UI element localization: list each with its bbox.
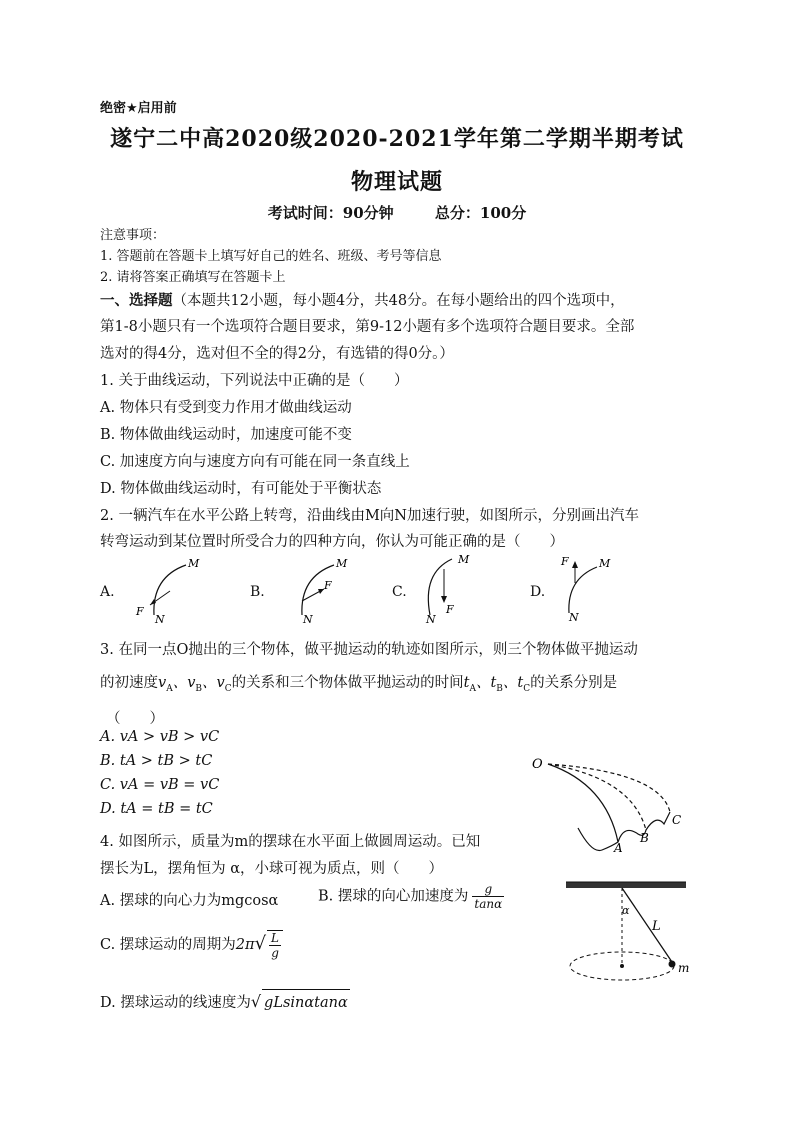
q3-text-c: 的关系分别是 [530,675,618,691]
section-intro-line: 选对的得4分，选对但不全的得2分，有选错的得0分。） [100,346,454,362]
q3-trajectory-figure [528,754,698,859]
exam-title: 遂宁二中高2020级2020-2021学年第二学期半期考试 [110,126,684,152]
q2-figure-options [100,553,720,623]
section-intro-text: （本题共12小题，每小题4分，共48分。在每小题给出的四个选项中， [172,293,625,309]
q2-d-n: N [569,611,579,623]
q1-option-d: D. 物体做曲线运动时，有可能处于平衡状态 [100,481,382,497]
note-item: 2. 请将答案正确填写在答题卡上 [100,270,286,285]
q4-option-a: A. 摆球的向心力为mgcosα [100,893,279,909]
q4-option-d-sqrt: gLsinαtanα [262,989,350,1017]
section-intro-line: 第1-8小题只有一个选项符合题目要求，第9-12小题有多个选项符合题目要求。全部 [100,319,635,335]
q4-pendulum-figure [560,878,710,988]
q3-bracket: （ ） [106,711,164,727]
exam-score: 总分：100分 [434,204,527,222]
q4-fig-l: L [652,919,661,934]
q3-fig-c: C [672,813,682,827]
notes-heading: 注意事项： [100,228,166,243]
q4-option-c-sqrt: $\frac{L}{g}$ [267,930,283,960]
q2-c-n: N [426,613,436,623]
q2-stem-line1: 2. 一辆汽车在水平公路上转弯，沿曲线由M向N加速行驶，如图所示，分别画出汽车 [100,508,639,524]
q3-stem-line2: 的初速度$v_A$、$v_B$、$v_C$的关系和三个物体做平抛运动的时间$t_A$、$t_B$、$t_C$的关系分别是 [100,675,618,694]
q2-diagram-c [412,553,492,623]
q3-option-d: D. tA = tB = tC [100,801,213,817]
q3-option-a: A. vA > vB > vC [100,729,220,745]
q3-fig-a: A [614,841,623,855]
q2-c-f: F [446,603,454,616]
q3-option-c: C. vA = vB = vC [100,777,220,793]
q3-text-a: 的初速度 [100,675,158,691]
q4-option-b-text: B. 摆球的向心加速度为 [318,888,469,905]
exam-subtitle: 物理试题 [350,169,443,195]
q1-option-b: B. 物体做曲线运动时，加速度可能不变 [100,427,352,443]
section-intro-line [100,287,625,315]
q4-option-c: C. 摆球运动的周期为2π√ $\frac{L}{g}$ [100,930,283,960]
q4-option-d: D. 摆球运动的线速度为√ gLsinαtanα [100,988,350,1017]
q4-stem-line2: 摆长为L，摆角恒为 α，小球可视为质点，则（ ） [100,861,444,877]
q2-b-n: N [303,613,313,623]
exam-time: 考试时间：90分钟 [267,204,394,222]
q4-fig-alpha: α [622,904,630,917]
confidential-mark: 绝密★启用前 [100,101,177,116]
q3-option-b: B. tA > tB > tC [100,753,213,769]
q3-text-b: 的关系和三个物体做平抛运动的时间 [231,675,464,691]
q1-option-c: C. 加速度方向与速度方向有可能在同一条直线上 [100,454,410,470]
q2-a-n: N [155,613,165,623]
q2-d-f: F [561,555,569,568]
q2-label-d: D. [530,584,546,600]
q2-stem-line2: 转弯运动到某位置时所受合力的四种方向，你认为可能正确的是（ ） [100,534,564,550]
q4-option-c-text: C. 摆球运动的周期为 [100,937,236,953]
q4-stem-line1: 4. 如图所示，质量为m的摆球在水平面上做圆周运动。已知 [100,834,481,850]
q2-label-b: B. [250,584,265,600]
section-label: 一、选择题 [100,292,173,309]
q2-label-c: C. [392,584,407,600]
q4-fig-m: m [678,961,690,975]
q4-option-d-text: D. 摆球运动的线速度为 [100,995,251,1011]
q3-fig-b: B [640,831,649,845]
q2-diagram-d [555,553,635,623]
q2-a-m: M [188,557,200,570]
q2-d-m: M [599,557,611,570]
q1-option-a: A. 物体只有受到变力作用才做曲线运动 [100,400,352,416]
q1-stem: 1. 关于曲线运动，下列说法中正确的是（ ） [100,373,409,389]
q2-diagram-b [278,553,358,623]
q2-c-m: M [458,553,470,566]
q2-label-a: A. [100,584,115,600]
exam-meta [0,202,794,223]
q3-fig-o: O [532,757,543,772]
q2-b-f: F [324,579,332,592]
q4-option-b [318,882,504,911]
q4-option-b-fraction: $\frac{g}{\tan\alpha}$ [474,882,503,911]
q3-stem-line1: 3. 在同一点O抛出的三个物体，做平抛运动的轨迹如图所示，则三个物体做平抛运动 [100,642,638,658]
note-item: 1. 答题前在答题卡上填写好自己的姓名、班级、考号等信息 [100,249,442,264]
q2-b-m: M [336,557,348,570]
q2-a-f: F [136,605,144,618]
q2-diagram-a [130,553,210,623]
